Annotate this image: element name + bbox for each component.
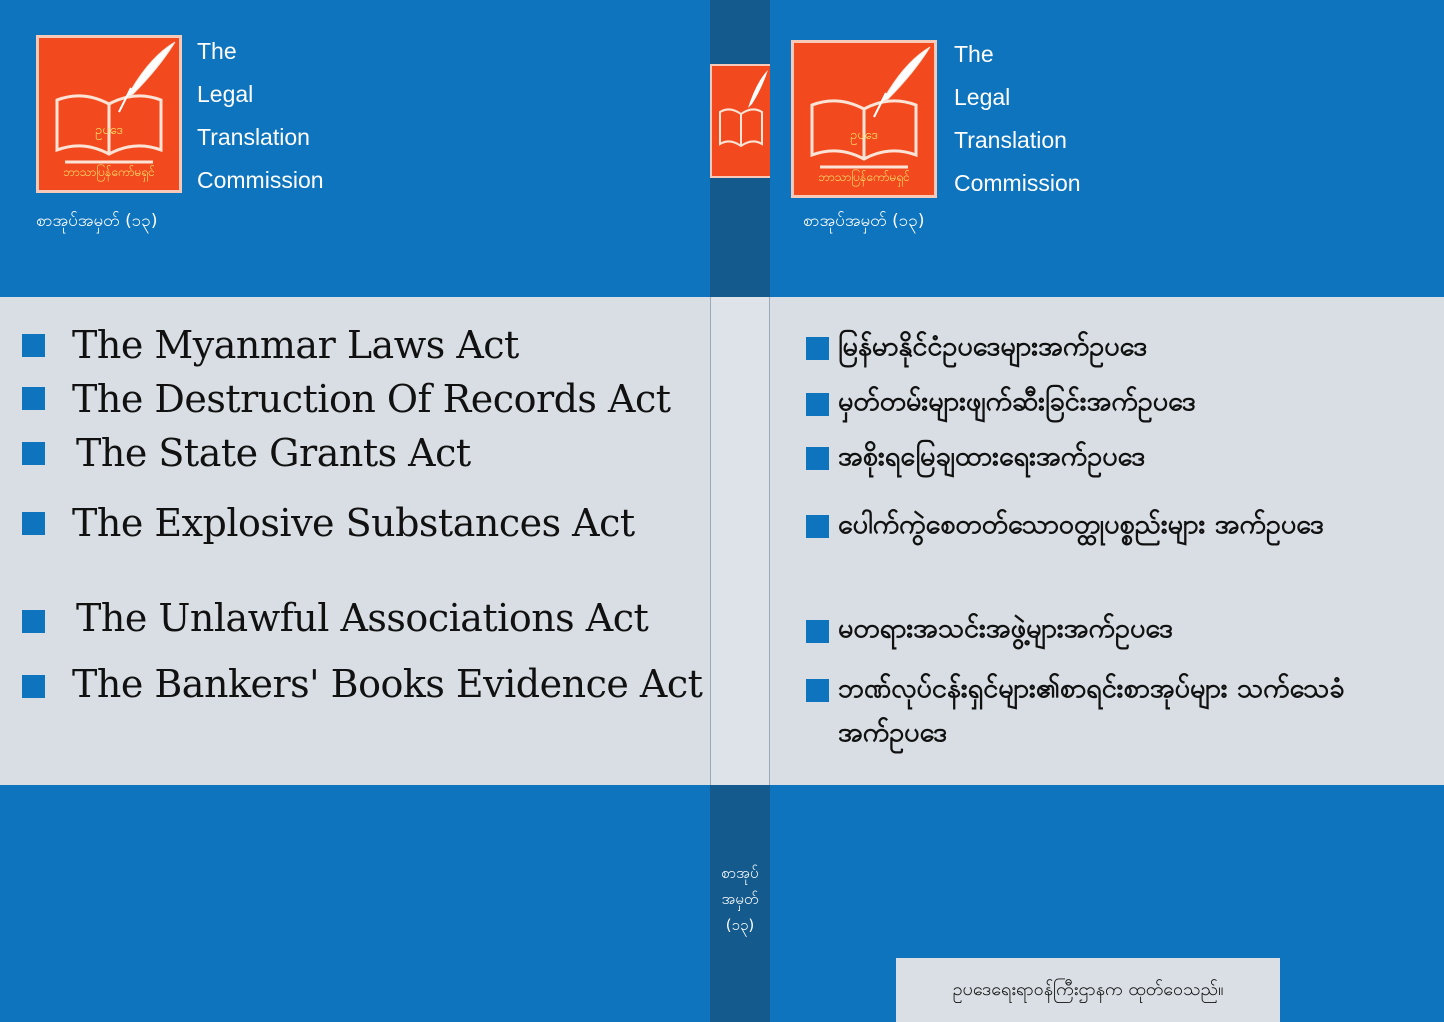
spine (710, 0, 770, 1022)
logo-top-text: ဥပဒေ (850, 128, 878, 143)
org-name-line-2: Legal (954, 84, 1011, 110)
title-my-5: မတရားအသင်းအဖွဲ့များအက်ဥပဒေ (838, 613, 1174, 644)
square-bullet-icon (806, 515, 829, 538)
org-name-line-4: Commission (954, 170, 1081, 196)
square-bullet-icon (806, 679, 829, 702)
square-bullet-icon (806, 620, 829, 643)
org-name-line-3: Translation (954, 127, 1067, 153)
org-name-line-2: Legal (197, 81, 254, 107)
title-en-1: The Myanmar Laws Act (72, 323, 519, 367)
spine-series-number (710, 860, 770, 938)
title-my-2: မှတ်တမ်းများဖျက်ဆီးခြင်းအက်ဥပဒေ (838, 386, 1196, 417)
logo-bottom-text: ဘာသာပြန်ကော်မရှင် (818, 170, 910, 184)
org-name-line-4: Commission (197, 167, 324, 193)
square-bullet-icon (22, 387, 45, 410)
front-cover (770, 0, 1444, 1022)
series-label: စာအုပ်အမှတ် (၁၃) (803, 211, 925, 231)
square-bullet-icon (22, 512, 45, 535)
spine-series-line-3: (၁၃) (725, 916, 755, 934)
logo-top-text: ဥပဒေ (95, 123, 123, 138)
org-name-line-3: Translation (197, 124, 310, 150)
publisher-label: ဥပဒေရေးရာဝန်ကြီးဌာနက ထုတ်ဝေသည်။ (896, 958, 1280, 1022)
spine-band (710, 297, 770, 785)
title-en-2: The Destruction Of Records Act (72, 377, 671, 421)
back-cover (0, 0, 710, 1022)
title-en-5: The Unlawful Associations Act (76, 596, 649, 640)
title-en-6: The Bankers' Books Evidence Act (72, 662, 703, 706)
book-quill-icon (712, 66, 770, 176)
title-my-6: ဘဏ်လုပ်ငန်းရှင်များ၏စာရင်းစာအုပ်များ သက်သေခံအက်ဥပဒေ (838, 673, 1345, 748)
spine-series-line-2: အမှတ် (721, 890, 759, 908)
square-bullet-icon (22, 442, 45, 465)
org-name-line-1: The (197, 38, 237, 64)
commission-logo (791, 40, 937, 198)
spine-series-line-1: စာအုပ် (721, 864, 759, 882)
title-en-3: The State Grants Act (76, 431, 471, 475)
commission-logo (36, 35, 182, 193)
square-bullet-icon (806, 337, 829, 360)
square-bullet-icon (22, 334, 45, 357)
logo-bottom-text: ဘာသာပြန်ကော်မရှင် (63, 165, 155, 179)
series-label: စာအုပ်အမှတ် (၁၃) (36, 211, 158, 231)
square-bullet-icon (22, 610, 45, 633)
square-bullet-icon (22, 675, 45, 698)
titles-band (0, 297, 710, 785)
spine-logo (710, 64, 772, 178)
title-en-4: The Explosive Substances Act (72, 501, 635, 545)
title-my-3: အစိုးရမြေချထားရေးအက်ဥပဒေ (838, 441, 1146, 472)
title-my-4: ပေါက်ကွဲစေတတ်သောဝတ္ထုပစ္စည်းများ အက်ဥပဒေ (838, 509, 1324, 540)
titles-band (770, 297, 1444, 785)
org-name-line-1: The (954, 41, 994, 67)
square-bullet-icon (806, 447, 829, 470)
square-bullet-icon (806, 393, 829, 416)
title-my-1: မြန်မာနိုင်ငံဥပဒေများအက်ဥပဒေ (838, 331, 1148, 362)
